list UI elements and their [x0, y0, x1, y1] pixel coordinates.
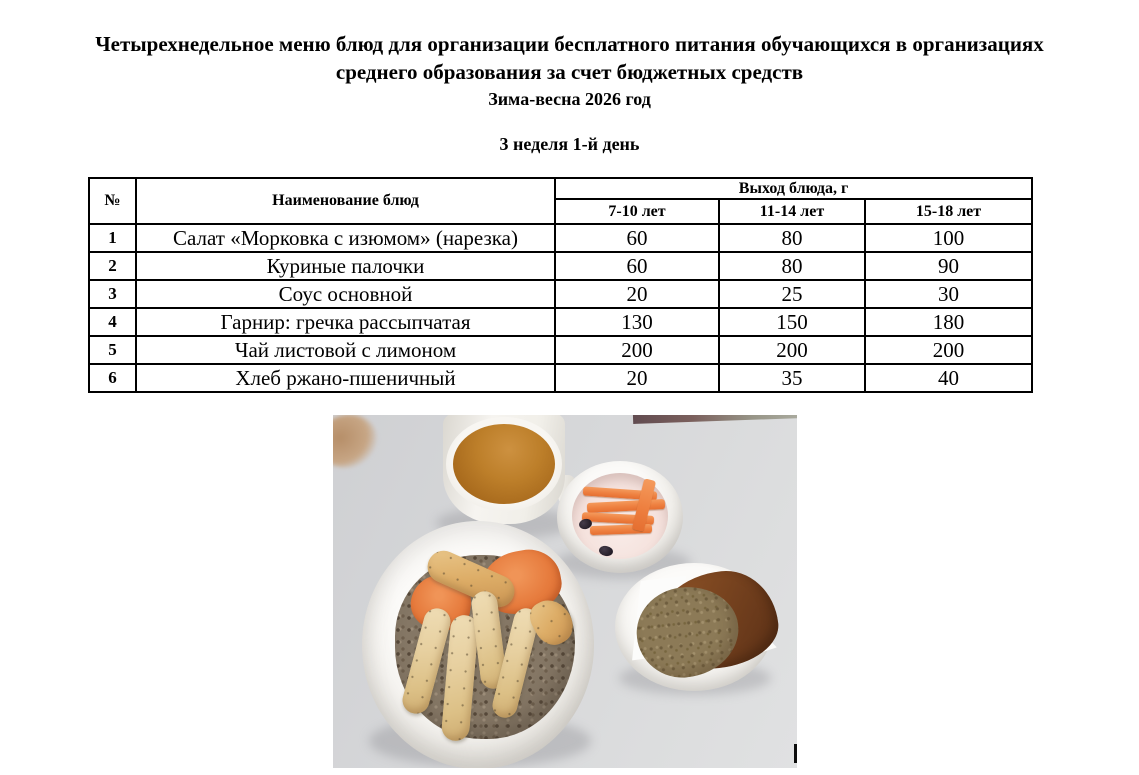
- grams-cell: 130: [555, 308, 719, 336]
- grams-cell: 20: [555, 280, 719, 308]
- table-edge: [633, 415, 797, 424]
- title-line-1: Четырехнедельное меню блюд для организации бесплатного питания обучающихся в организациях: [95, 32, 1044, 56]
- col-header-age-7-10: 7-10 лет: [555, 199, 719, 224]
- table-row: [89, 364, 1032, 392]
- grams-cell: 60: [555, 224, 719, 252]
- dish-name-cell: Соус основной: [136, 280, 555, 308]
- col-header-dish: Наименование блюд: [136, 178, 555, 224]
- corner-object: [333, 415, 384, 475]
- row-number-cell: 3: [89, 280, 136, 308]
- dish-name-cell: Хлеб ржано-пшеничный: [136, 364, 555, 392]
- grams-cell: 30: [865, 280, 1032, 308]
- grams-cell: 90: [865, 252, 1032, 280]
- grams-cell: 200: [865, 336, 1032, 364]
- table-row: [89, 280, 1032, 308]
- grams-cell: 20: [555, 364, 719, 392]
- grams-cell: 180: [865, 308, 1032, 336]
- header-row-1: [89, 178, 1032, 199]
- dish-name-cell: Гарнир: гречка рассыпчатая: [136, 308, 555, 336]
- col-header-age-11-14: 11-14 лет: [719, 199, 865, 224]
- row-number-cell: 5: [89, 336, 136, 364]
- grams-cell: 35: [719, 364, 865, 392]
- grams-cell: 80: [719, 224, 865, 252]
- document-title: [0, 30, 1139, 112]
- table-row: [89, 224, 1032, 252]
- grams-cell: 40: [865, 364, 1032, 392]
- day-heading: 3 неделя 1-й день: [499, 134, 640, 154]
- cursor-mark: [794, 744, 797, 763]
- table-row: [89, 252, 1032, 280]
- grams-cell: 80: [719, 252, 865, 280]
- meal-photo: [333, 415, 797, 768]
- grams-cell: 100: [865, 224, 1032, 252]
- dish-name-cell: Чай листовой с лимоном: [136, 336, 555, 364]
- row-number-cell: 4: [89, 308, 136, 336]
- grams-cell: 25: [719, 280, 865, 308]
- tea: [453, 424, 555, 504]
- title-line-2: среднего образования за счет бюджетных средств: [335, 60, 804, 84]
- table-row: [89, 308, 1032, 336]
- menu-table: [88, 177, 1033, 393]
- dish-name-cell: Куриные палочки: [136, 252, 555, 280]
- grams-cell: 60: [555, 252, 719, 280]
- bread-slice: [631, 566, 783, 684]
- title-line-3: Зима-весна 2026 год: [488, 89, 651, 109]
- grams-cell: 200: [555, 336, 719, 364]
- row-number-cell: 1: [89, 224, 136, 252]
- col-header-output: Выход блюда, г: [555, 178, 1032, 199]
- table-row: [89, 336, 1032, 364]
- grams-cell: 200: [719, 336, 865, 364]
- col-header-age-15-18: 15-18 лет: [865, 199, 1032, 224]
- dish-name-cell: Салат «Морковка с изюмом» (нарезка): [136, 224, 555, 252]
- row-number-cell: 2: [89, 252, 136, 280]
- row-number-cell: 6: [89, 364, 136, 392]
- col-header-number: №: [89, 178, 136, 224]
- grams-cell: 150: [719, 308, 865, 336]
